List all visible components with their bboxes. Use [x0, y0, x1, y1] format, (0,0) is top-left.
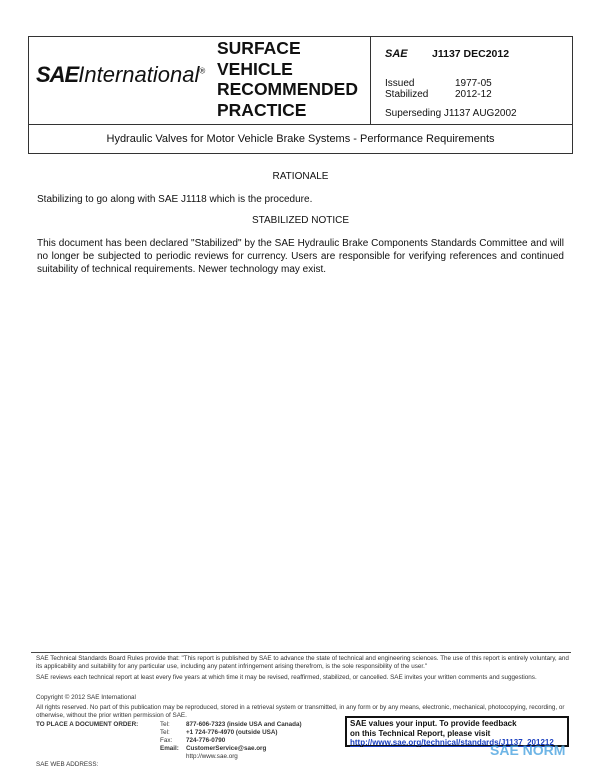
review-text: SAE reviews each technical report at least every five years at which time it may be revised, reaffirmed, stabilized, or cancelled. SAE invites your written comments and suggestions. [36, 674, 537, 681]
rules-text: SAE Technical Standards Board Rules provide that: "This report is published by SAE to advance the state of technical and engineering sciences. The use of this report is entirely voluntary, and its applicability and suitability for any particular use, including any patent infringement arising therefrom, is the sole responsibility of the user." [36, 655, 569, 670]
document-title: Hydraulic Valves for Motor Vehicle Brake Systems - Performance Requirements [106, 133, 495, 145]
contact-label: Tel: [160, 721, 170, 728]
feedback-text: SAE values your input. To provide feedback [350, 719, 517, 728]
order-label: TO PLACE A DOCUMENT ORDER: [36, 721, 139, 728]
sae-small-logo: SAE [385, 48, 408, 60]
stabilized-label: Stabilized [385, 89, 429, 100]
contact-value: 877-606-7323 (inside USA and Canada) [186, 721, 302, 728]
contact-value: 724-776-0790 [186, 737, 226, 744]
contact-label: Email: [160, 745, 179, 752]
type-line: PRACTICE [217, 99, 307, 120]
issued-value: 1977-05 [455, 78, 492, 89]
contact-value: +1 724-776-4970 (outside USA) [186, 729, 278, 736]
contact-label: Tel: [160, 729, 170, 736]
web-address-label: SAE WEB ADDRESS: [36, 761, 99, 768]
superseding: Superseding J1137 AUG2002 [385, 108, 517, 119]
stabilized-value: 2012-12 [455, 89, 492, 100]
sae-logo [36, 62, 205, 88]
type-line: VEHICLE [217, 58, 293, 79]
rationale-text: Stabilizing to go along with SAE J1118 which is the procedure. [37, 194, 313, 205]
type-line: RECOMMENDED [217, 79, 358, 99]
registered-mark: ® [199, 66, 206, 76]
notice-text: This document has been declared "Stabilized" by the SAE Hydraulic Brake Components Standards Committee and will no longer be subjected to periodic reviews for currency. Users are responsible for verifying references and continued suitability of technical requirements. Newer technology may exist. [37, 238, 564, 275]
contact-label: Fax: [160, 737, 173, 744]
rights-text: All rights reserved. No part of this publication may be reproduced, stored in a retrieval system or transmitted, in any form or by any means, electronic, mechanical, photocopying, recording, or otherwise, without the prior written permission of SAE. [36, 704, 565, 719]
document-type [217, 38, 358, 120]
contact-email[interactable]: CustomerService@sae.org [186, 745, 267, 752]
footer-divider [31, 652, 571, 653]
contact-list [160, 721, 340, 761]
notice-heading: STABILIZED NOTICE [251, 215, 350, 226]
feedback-text: on this Technical Report, please visit [350, 728, 491, 738]
logo-mark: SAE [36, 62, 79, 87]
issued-label: Issued [385, 78, 415, 89]
document-number: J1137 DEC2012 [432, 48, 510, 60]
copyright: Copyright © 2012 SAE International [36, 694, 136, 701]
divider [28, 124, 573, 125]
contact-website[interactable]: http://www.sae.org [186, 753, 238, 760]
feedback-link[interactable]: http://www.sae.org/technical/standards/J1137_201212 [350, 738, 554, 747]
type-line: SURFACE [217, 38, 301, 58]
logo-word: International [78, 62, 200, 87]
watermark-logo: SAE NORM [490, 742, 566, 758]
divider [370, 36, 371, 125]
rationale-heading: RATIONALE [272, 171, 329, 182]
